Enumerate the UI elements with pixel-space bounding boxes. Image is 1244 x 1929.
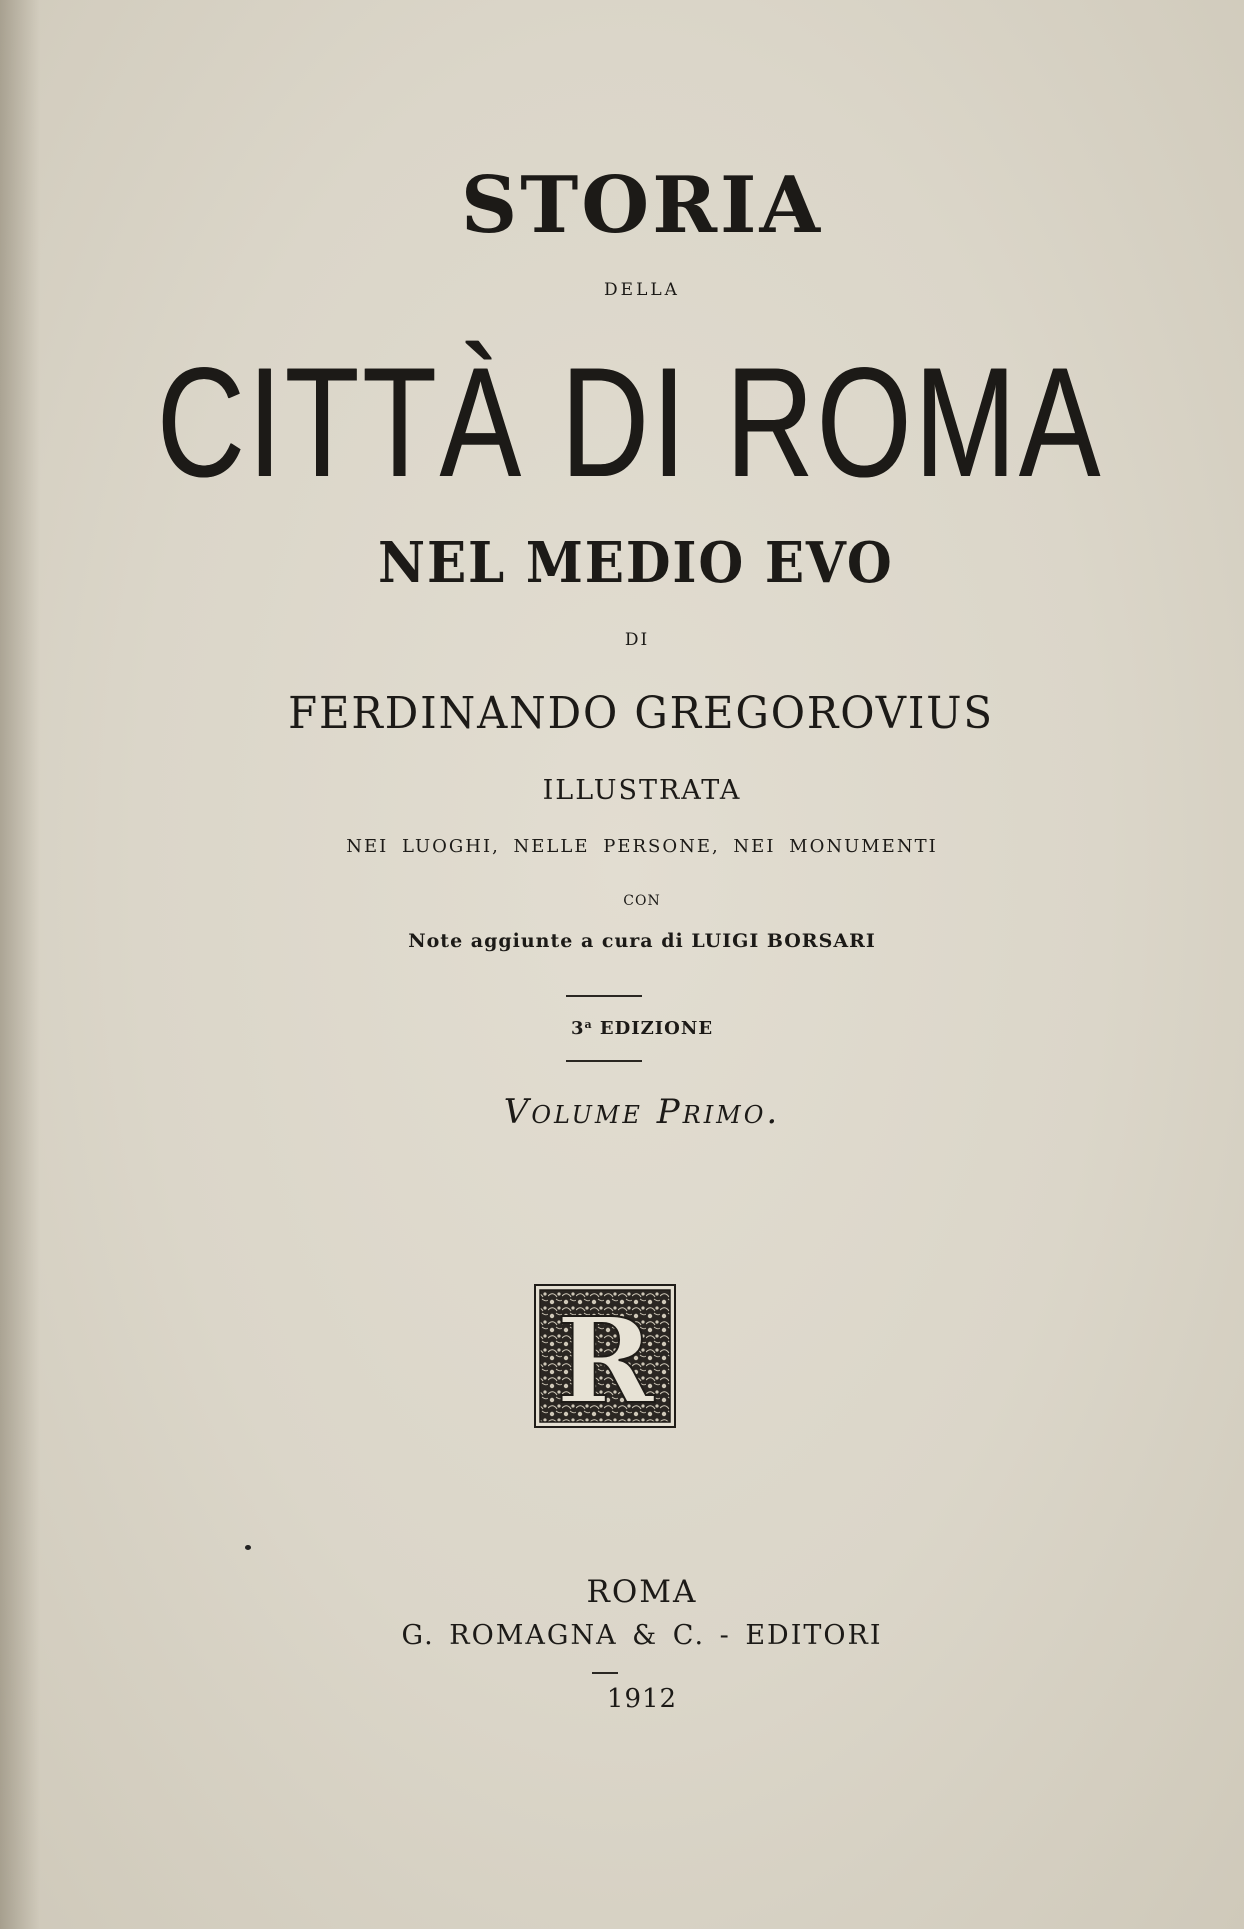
divider-rule-bottom: [566, 1060, 642, 1062]
svg-text:R: R: [555, 1291, 655, 1428]
imprint-rule: [592, 1672, 618, 1674]
edition-label: EDIZIONE: [592, 1018, 714, 1039]
edition-suffix: a: [584, 1018, 593, 1031]
title-storia: STORIA: [460, 160, 824, 251]
illustrata-label: ILLUSTRATA: [542, 775, 742, 806]
notes-editor: LUIGI BORSARI: [691, 930, 876, 952]
edition-number: 3: [570, 1018, 585, 1039]
notes-prefix: Note aggiunte a cura di: [408, 930, 692, 952]
notes-credit: [0, 930, 1244, 952]
subtitle-luoghi: NEI LUOGHI, NELLE PERSONE, NEI MONUMENTI: [346, 836, 938, 857]
title-nel-medio-evo: NEL MEDIO EVO: [378, 530, 894, 596]
imprint-city: ROMA: [586, 1574, 698, 1610]
byline-di: DI: [624, 630, 650, 650]
title-della: DELLA: [604, 280, 680, 300]
imprint-publisher: G. ROMAGNA & C. - EDITORI: [401, 1620, 883, 1651]
ink-speck: [245, 1545, 251, 1550]
volume-label: Volume Primo.: [503, 1092, 781, 1132]
edition-line: [0, 1018, 1244, 1039]
title-citta-di-roma: CITTÀ DI ROMA: [156, 336, 1103, 510]
divider-rule-top: [566, 995, 642, 997]
imprint-year: 1912: [606, 1684, 678, 1714]
author-name: FERDINANDO GREGOROVIUS: [288, 688, 994, 739]
publisher-monogram-icon: [534, 1284, 676, 1428]
con-label: CON: [623, 893, 661, 909]
